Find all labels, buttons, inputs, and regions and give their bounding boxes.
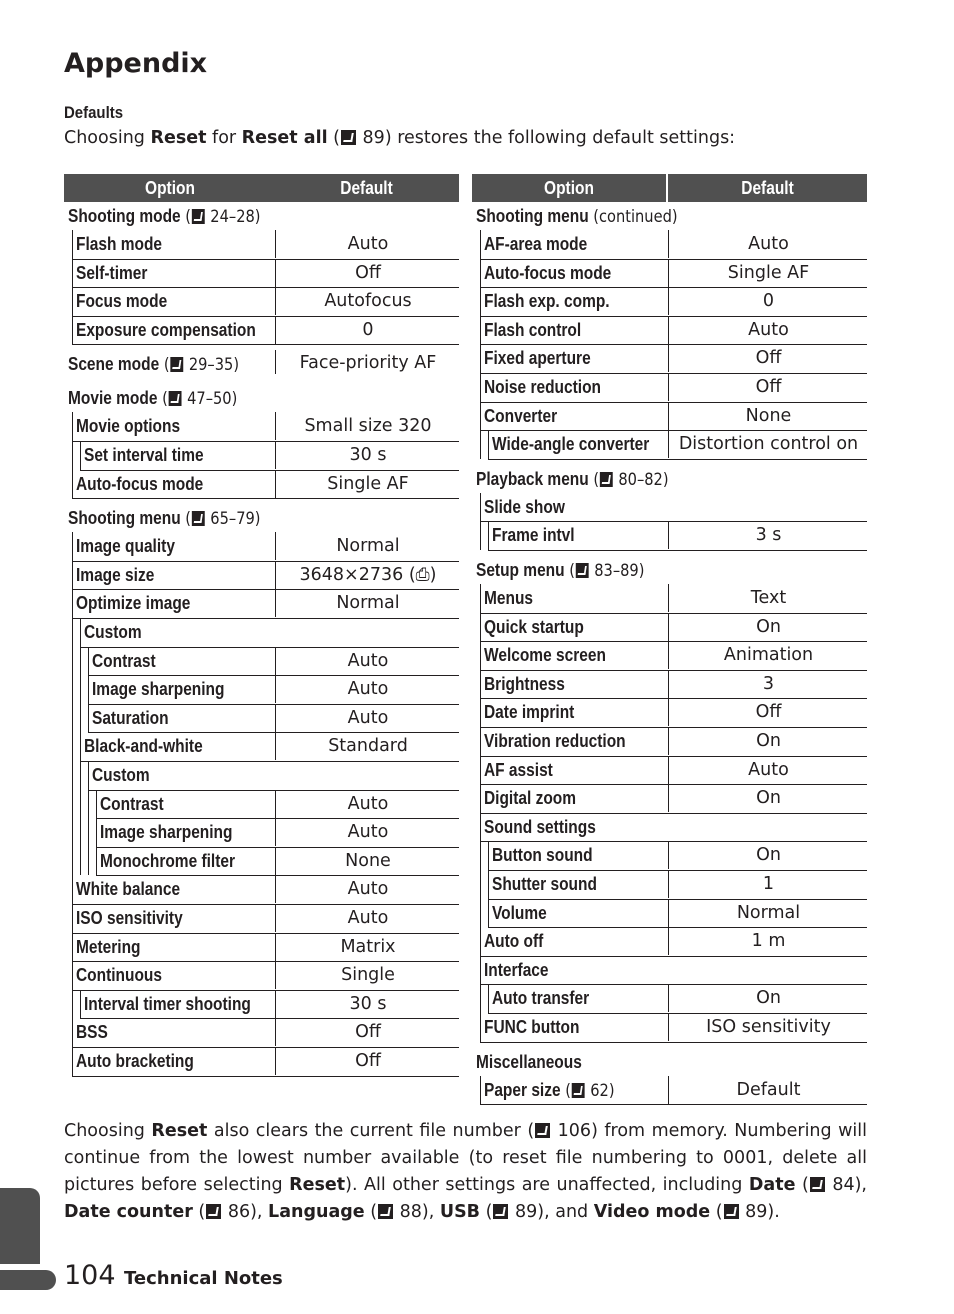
page-ref-icon xyxy=(810,1177,825,1192)
setting-label xyxy=(476,465,669,494)
setting-name: Focus mode xyxy=(76,291,168,312)
setting-value: Single xyxy=(275,961,460,989)
section-row-miscellaneous xyxy=(472,1042,867,1076)
setting-row-date-imprint xyxy=(480,698,867,728)
setting-label xyxy=(484,1076,615,1105)
setting-label xyxy=(76,470,203,498)
page-ref-icon xyxy=(206,1204,221,1219)
setting-name: Brightness xyxy=(484,673,565,694)
setting-label xyxy=(484,613,584,641)
section-row-shooting-mode xyxy=(64,202,459,230)
setting-name: Flash exp. comp. xyxy=(484,291,610,312)
indent-line xyxy=(488,841,489,927)
setting-label xyxy=(84,732,203,760)
setting-name: Fixed aperture xyxy=(484,348,591,369)
page-ref-icon xyxy=(600,472,613,487)
setting-row-contrast xyxy=(96,790,459,820)
setting-name: Shooting menu xyxy=(68,508,181,529)
setting-value: Face-priority AF xyxy=(275,350,460,374)
setting-label xyxy=(100,847,235,875)
setting-name: Sound settings xyxy=(484,816,596,837)
page-ref-icon xyxy=(192,511,205,526)
header-default: Default xyxy=(668,174,867,202)
setting-row-af-area-mode xyxy=(480,230,867,260)
setting-label xyxy=(76,1018,108,1046)
setting-value: Off xyxy=(275,1047,460,1075)
defaults-table-left xyxy=(64,174,459,1094)
setting-label xyxy=(476,556,644,585)
setting-row-movie-options xyxy=(72,412,459,442)
setting-value: 0 xyxy=(275,316,460,344)
setting-label xyxy=(76,316,256,344)
page-ref-icon xyxy=(170,357,183,372)
section-row-shooting-menu xyxy=(472,202,867,230)
setting-value: 3 xyxy=(668,670,868,698)
indent-line xyxy=(80,990,81,1019)
setting-name: Shooting menu xyxy=(476,206,589,226)
setting-label xyxy=(100,818,232,846)
setting-value: 3 s xyxy=(668,521,868,549)
setting-value: Auto xyxy=(668,316,868,344)
setting-value: Auto xyxy=(668,756,868,784)
setting-name: Auto bracketing xyxy=(76,1051,194,1071)
setting-value: Off xyxy=(275,259,460,287)
defaults-table-right xyxy=(472,174,867,1114)
setting-name: Image sharpening xyxy=(100,822,233,843)
setting-label xyxy=(492,984,589,1012)
setting-label xyxy=(492,899,547,927)
setting-label xyxy=(68,504,261,533)
setting-row-af-assist xyxy=(480,756,867,786)
setting-value: None xyxy=(668,402,868,430)
page-ref-icon xyxy=(572,1083,585,1098)
setting-row-metering xyxy=(72,933,459,963)
setting-name: Menus xyxy=(484,588,534,608)
setting-row-noise-reduction xyxy=(480,373,867,403)
setting-name: Volume xyxy=(492,902,547,923)
setting-name: Black-and-white xyxy=(84,736,203,757)
setting-value: 3648×2736 (⎙) xyxy=(275,561,460,589)
section-heading: Defaults xyxy=(64,103,124,122)
setting-name: Movie mode xyxy=(68,388,158,409)
setting-name: Interface xyxy=(484,959,549,980)
setting-value: 0 xyxy=(668,287,868,315)
indent-line xyxy=(480,230,481,459)
setting-label xyxy=(68,350,239,379)
intro-paragraph: Choosing Reset for Reset all ( 89) restores the following default settings: xyxy=(64,128,736,148)
setting-name: Movie options xyxy=(76,416,181,437)
setting-value: Auto xyxy=(275,647,460,675)
setting-label xyxy=(76,875,180,903)
indent-line xyxy=(488,984,489,1013)
setting-name: White balance xyxy=(76,879,181,900)
setting-row-optimize-image xyxy=(72,589,459,619)
setting-value: Animation xyxy=(668,641,868,669)
setting-label xyxy=(484,344,591,372)
setting-name: Wide-angle converter xyxy=(492,434,650,455)
setting-label xyxy=(484,584,533,612)
setting-row-auto-focus-mode xyxy=(480,259,867,289)
setting-row-fixed-aperture xyxy=(480,344,867,374)
setting-name: Saturation xyxy=(92,707,169,728)
setting-row-interface xyxy=(480,956,867,986)
setting-name: AF assist xyxy=(484,759,553,780)
setting-label xyxy=(484,230,587,258)
setting-note: ( 24–28) xyxy=(180,207,261,227)
setting-name: Custom xyxy=(84,622,142,642)
setting-row-image-sharpening xyxy=(96,818,459,848)
setting-value: Auto xyxy=(668,230,868,258)
setting-label xyxy=(76,532,175,560)
setting-name: Flash control xyxy=(484,319,582,340)
running-footer-title: Technical Notes xyxy=(124,1268,283,1289)
setting-value: On xyxy=(668,984,868,1012)
setting-label xyxy=(68,202,261,231)
setting-name: Digital zoom xyxy=(484,788,577,809)
setting-label xyxy=(484,316,581,344)
setting-value: Off xyxy=(668,698,868,726)
indent-line xyxy=(480,584,481,1042)
setting-name: Setup menu xyxy=(476,560,565,580)
setting-value: Auto xyxy=(275,904,460,932)
setting-value: Auto xyxy=(275,675,460,703)
setting-name: BSS xyxy=(76,1022,108,1043)
setting-name: Vibration reduction xyxy=(484,731,626,751)
indent-line xyxy=(480,493,481,550)
setting-value: Auto xyxy=(275,875,460,903)
setting-label xyxy=(76,230,162,258)
setting-row-exposure-compensation xyxy=(72,316,459,346)
setting-note: ( 83–89) xyxy=(564,561,645,581)
setting-label xyxy=(92,675,224,703)
setting-label xyxy=(484,956,549,984)
setting-name: Interval timer shooting xyxy=(84,993,251,1014)
setting-name: Noise reduction xyxy=(484,377,601,397)
setting-name: Image quality xyxy=(76,536,175,557)
setting-row-menus xyxy=(480,584,867,614)
setting-value: 30 s xyxy=(275,990,460,1018)
section-row-movie-mode xyxy=(64,378,459,412)
indent-line xyxy=(80,618,81,875)
setting-row-custom xyxy=(88,761,459,791)
setting-value: Default xyxy=(668,1076,868,1104)
setting-value: Text xyxy=(668,584,868,612)
setting-row-white-balance xyxy=(72,875,459,905)
table-header xyxy=(472,174,867,202)
setting-value: Auto xyxy=(275,818,460,846)
setting-name: Set interval time xyxy=(84,445,204,465)
setting-label xyxy=(484,698,574,726)
setting-label xyxy=(476,202,678,231)
setting-label xyxy=(76,904,183,932)
setting-value: Single AF xyxy=(668,259,868,287)
setting-value: ISO sensitivity xyxy=(668,1013,868,1041)
setting-label xyxy=(484,1013,579,1041)
setting-row-func-button xyxy=(480,1013,867,1043)
setting-name: Shutter sound xyxy=(492,874,597,894)
setting-name: Flash mode xyxy=(76,234,163,254)
setting-label xyxy=(92,761,150,789)
setting-row-paper-size xyxy=(480,1076,867,1106)
setting-value: Normal xyxy=(275,532,460,560)
setting-label xyxy=(484,402,557,430)
setting-name: Continuous xyxy=(76,965,162,986)
setting-note: ( 62) xyxy=(560,1080,615,1101)
header-option: Option xyxy=(64,174,275,202)
setting-value: Normal xyxy=(668,899,868,927)
setting-name: Scene mode xyxy=(68,354,160,375)
setting-label xyxy=(68,384,237,413)
indent-line xyxy=(488,521,489,550)
setting-value: On xyxy=(668,613,868,641)
indent-line xyxy=(72,230,73,344)
setting-name: Slide show xyxy=(484,496,565,517)
setting-label xyxy=(492,521,575,549)
section-row-shooting-menu xyxy=(64,498,459,532)
setting-row-digital-zoom xyxy=(480,784,867,814)
setting-name: Converter xyxy=(484,405,558,426)
setting-label xyxy=(84,618,142,646)
indent-line xyxy=(72,412,73,498)
page-ref-icon xyxy=(192,209,205,224)
page-ref-icon xyxy=(724,1204,739,1219)
page-ref-icon xyxy=(493,1204,508,1219)
setting-label xyxy=(484,670,565,698)
setting-value: 1 xyxy=(668,870,868,898)
setting-value: Off xyxy=(275,1018,460,1046)
setting-name: AF-area mode xyxy=(484,234,588,254)
setting-label xyxy=(484,373,601,401)
chapter-tab xyxy=(0,1188,40,1264)
setting-label xyxy=(492,430,649,458)
setting-row-image-size xyxy=(72,561,459,591)
setting-note: ( 29–35) xyxy=(159,355,240,376)
page-ref-icon xyxy=(378,1204,393,1219)
setting-name: Playback menu xyxy=(476,468,589,489)
setting-row-bss xyxy=(72,1018,459,1048)
section-row-scene-mode xyxy=(64,344,459,378)
setting-name: Paper size xyxy=(484,1079,561,1100)
header-default: Default xyxy=(275,174,459,202)
setting-row-custom xyxy=(80,618,459,648)
setting-row-interval-timer-shooting xyxy=(80,990,459,1020)
setting-note: ( 47–50) xyxy=(157,389,238,410)
setting-label xyxy=(492,870,597,898)
page-ref-icon xyxy=(535,1123,550,1138)
indent-line xyxy=(488,430,489,459)
setting-label xyxy=(484,287,610,315)
section-row-setup-menu xyxy=(472,550,867,584)
setting-label xyxy=(76,561,154,589)
setting-row-auto-transfer xyxy=(488,984,867,1014)
setting-row-set-interval-time xyxy=(80,441,459,471)
setting-value: On xyxy=(668,727,868,755)
setting-name: Miscellaneous xyxy=(476,1051,582,1072)
page-number-tab xyxy=(0,1270,56,1290)
setting-value: 30 s xyxy=(275,441,460,469)
setting-note: ( 80–82) xyxy=(588,469,669,490)
setting-name: Auto off xyxy=(484,931,544,952)
setting-label xyxy=(484,641,606,669)
setting-label xyxy=(484,927,543,955)
setting-row-flash-exp-comp xyxy=(480,287,867,317)
setting-name: Frame intvl xyxy=(492,525,575,546)
setting-name: Image sharpening xyxy=(92,679,225,700)
setting-row-welcome-screen xyxy=(480,641,867,671)
setting-row-button-sound xyxy=(488,841,867,871)
indent-line xyxy=(88,761,89,875)
setting-row-volume xyxy=(488,899,867,929)
setting-label xyxy=(100,790,164,818)
setting-name: Optimize image xyxy=(76,593,191,614)
setting-name: Image size xyxy=(76,564,155,585)
setting-name: ISO sensitivity xyxy=(76,908,183,928)
setting-name: Auto-focus mode xyxy=(76,473,204,494)
setting-label xyxy=(484,784,576,812)
page-ref-icon xyxy=(169,391,182,406)
setting-label xyxy=(476,1048,582,1076)
setting-label xyxy=(76,1047,194,1075)
setting-value: Off xyxy=(668,373,868,401)
setting-row-slide-show xyxy=(480,493,867,523)
header-option: Option xyxy=(472,174,666,202)
setting-row-quick-startup xyxy=(480,613,867,643)
indent-line xyxy=(96,790,97,876)
page-title: Appendix xyxy=(64,48,208,79)
page-number: 104 xyxy=(64,1260,116,1291)
setting-row-continuous xyxy=(72,961,459,991)
setting-name: Button sound xyxy=(492,845,593,866)
setting-label xyxy=(76,961,162,989)
setting-value: Off xyxy=(668,344,868,372)
setting-label xyxy=(492,841,593,869)
indent-line xyxy=(480,1076,481,1105)
setting-label xyxy=(84,990,251,1018)
setting-value: Distortion control on xyxy=(668,430,868,458)
setting-label xyxy=(484,259,611,287)
setting-row-black-and-white xyxy=(80,732,459,762)
indent-line xyxy=(80,441,81,470)
section-row-playback-menu xyxy=(472,459,867,493)
setting-label xyxy=(76,412,180,440)
setting-note: (continued) xyxy=(588,207,678,227)
setting-row-sound-settings xyxy=(480,813,867,843)
setting-name: Metering xyxy=(76,936,141,957)
setting-row-self-timer xyxy=(72,259,459,289)
setting-value: 1 m xyxy=(668,927,868,955)
setting-name: Contrast xyxy=(100,793,164,814)
setting-name: Monochrome filter xyxy=(100,850,236,871)
table-header xyxy=(64,174,459,202)
setting-name: Contrast xyxy=(92,650,156,671)
setting-value: Normal xyxy=(275,589,460,617)
setting-row-iso-sensitivity xyxy=(72,904,459,934)
page-ref-icon xyxy=(341,130,356,145)
setting-label xyxy=(484,493,565,521)
setting-label xyxy=(484,727,626,755)
setting-name: Custom xyxy=(92,765,150,785)
setting-row-saturation xyxy=(88,704,459,734)
setting-name: Shooting mode xyxy=(68,206,181,226)
setting-row-auto-off xyxy=(480,927,867,957)
setting-row-focus-mode xyxy=(72,287,459,317)
setting-label xyxy=(484,813,596,841)
setting-name: Auto-focus mode xyxy=(484,262,612,283)
setting-row-vibration-reduction xyxy=(480,727,867,757)
setting-value: Autofocus xyxy=(275,287,460,315)
setting-row-auto-focus-mode xyxy=(72,470,459,500)
setting-value: On xyxy=(668,841,868,869)
indent-line xyxy=(88,647,89,733)
setting-value: Auto xyxy=(275,790,460,818)
setting-label xyxy=(76,933,141,961)
indent-line xyxy=(72,532,73,1075)
setting-name: Self-timer xyxy=(76,262,148,283)
setting-label xyxy=(92,704,169,732)
setting-value: Standard xyxy=(275,732,460,760)
page-ref-icon xyxy=(576,563,589,578)
setting-row-brightness xyxy=(480,670,867,700)
setting-name: Auto transfer xyxy=(492,988,590,1009)
setting-value: None xyxy=(275,847,460,875)
setting-label xyxy=(84,441,204,469)
setting-name: Quick startup xyxy=(484,616,584,637)
setting-label xyxy=(76,259,147,287)
setting-value: Single AF xyxy=(275,470,460,498)
setting-name: Welcome screen xyxy=(484,645,606,666)
setting-value: Auto xyxy=(275,230,460,258)
setting-row-monochrome-filter xyxy=(96,847,459,877)
setting-row-flash-control xyxy=(480,316,867,346)
setting-row-converter xyxy=(480,402,867,432)
setting-note: ( 65–79) xyxy=(180,509,261,530)
setting-label xyxy=(92,647,156,675)
setting-name: Exposure compensation xyxy=(76,319,256,340)
setting-label xyxy=(76,589,190,617)
setting-row-wide-angle-converter xyxy=(488,430,867,460)
setting-label xyxy=(484,756,553,784)
setting-name: FUNC button xyxy=(484,1017,580,1037)
setting-name: Date imprint xyxy=(484,702,575,723)
setting-value: Auto xyxy=(275,704,460,732)
setting-row-contrast xyxy=(88,647,459,677)
setting-row-flash-mode xyxy=(72,230,459,260)
setting-row-shutter-sound xyxy=(488,870,867,900)
setting-row-frame-intvl xyxy=(488,521,867,551)
setting-label xyxy=(76,287,167,315)
setting-row-image-quality xyxy=(72,532,459,562)
setting-row-auto-bracketing xyxy=(72,1047,459,1077)
setting-value: Matrix xyxy=(275,933,460,961)
footer-paragraph: Choosing Reset also clears the current file number ( 106) from memory. Numbering will continue from the lowest number available (to reset file numbering to 0001, delete all pictures before selecting Reset). All other settings are unaffected, including Date ( 84), Date counter ( 86), Language ( 88), USB ( 89), and Video mode ( 89). xyxy=(64,1121,868,1222)
setting-row-image-sharpening xyxy=(88,675,459,705)
setting-value: On xyxy=(668,784,868,812)
setting-value: Small size 320 xyxy=(275,412,460,440)
